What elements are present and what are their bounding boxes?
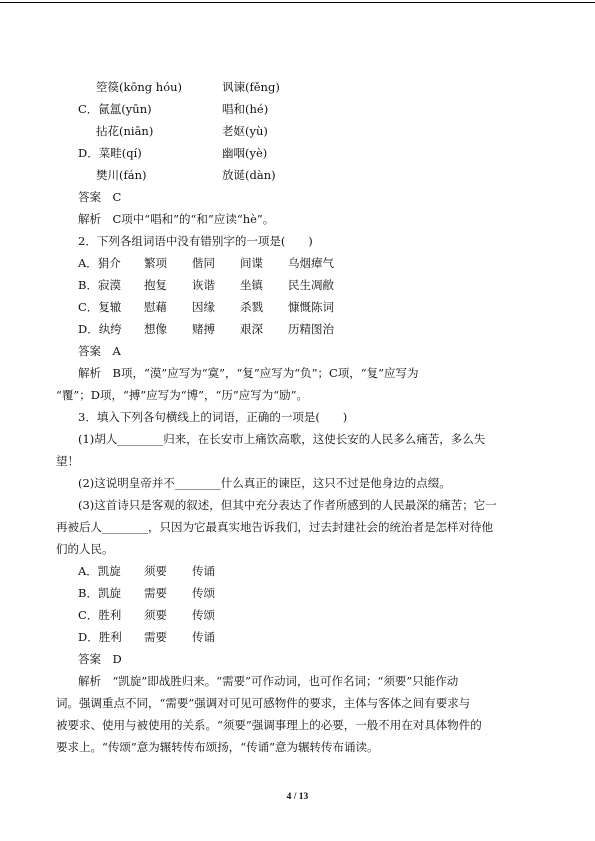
q3-option-a-label: A．凯旋	[78, 564, 121, 578]
q2-option-a-word5: 乌烟瘴气	[288, 256, 334, 270]
q2-option-d-label: D．纨绔	[78, 322, 122, 336]
q1-option-c-word4: 唱和(hé)	[222, 102, 269, 116]
q3-sentence1-line1: (1)胡人________归来，在长安市上痛饮高歌，这使长安的人民多么痛苦，多么失	[78, 432, 486, 446]
q2-option-d-word5: 历精图治	[288, 322, 334, 336]
q2-option-b-word2: 抱复	[144, 278, 167, 292]
q2-option-c-word5: 慷慨陈词	[288, 300, 334, 314]
q2-option-b-word4: 坐镇	[240, 278, 263, 292]
q2-stem: 2．下列各组词语中没有错别字的一项是( )	[78, 234, 313, 248]
q3-option-b-word2: 需要	[144, 586, 167, 600]
q2-option-a-label: A．狷介	[78, 256, 121, 270]
q2-explanation-line1: 解析 B项，“漠”应写为“寞”，“复”应写为“负”；C项，“复”应写为	[78, 366, 419, 380]
q2-option-c-word2: 慰藉	[144, 300, 167, 314]
q3-option-d-word3: 传诵	[192, 630, 215, 644]
q1-option-d-word4: 放诞(dàn)	[222, 168, 276, 182]
q3-option-b-word3: 传颂	[192, 586, 215, 600]
q3-explanation-line3: 被要求、使用与被使用的关系。“须要”强调事理上的必要，一般不用在对具体物件的	[56, 718, 482, 732]
q3-sentence1-line2: 望！	[56, 454, 79, 468]
q3-option-d-word2: 需要	[144, 630, 167, 644]
q1-option-c-word3: C．氤氲(yūn)	[78, 102, 152, 116]
q1-option-c-word2: 讽谏(fěng)	[222, 80, 280, 94]
q1-option-d-word3: 樊川(fán)	[96, 168, 147, 182]
q1-answer: 答案 C	[78, 190, 122, 204]
q3-option-c-word2: 须要	[144, 608, 167, 622]
q3-option-c-label: C．胜利	[78, 608, 122, 622]
q3-option-c-word3: 传颂	[192, 608, 215, 622]
q2-explanation-line2: “覆”；D项，“搏”应写为“博”，“历”应写为“励”。	[56, 388, 309, 402]
q2-answer: 答案 A	[78, 344, 121, 358]
q1-option-c-word6: 老妪(yù)	[222, 124, 268, 138]
q1-explanation: 解析 C项中“唱和”的“和”应读“hè”。	[78, 212, 275, 226]
q2-option-c-label: C．复辙	[78, 300, 122, 314]
header-rule	[0, 2, 595, 3]
q3-sentence3-line3: 们的人民。	[56, 542, 114, 556]
q2-option-b-word3: 诙谐	[192, 278, 215, 292]
q3-sentence3-line2: 再被后人________，只因为它最真实地告诉我们，过去封建社会的统治者是怎样对待他	[56, 520, 493, 534]
q3-explanation-line1: 解析 “凯旋”即战胜归来。“需要”可作动词，也可作名词；“须要”只能作动	[78, 674, 459, 688]
q2-option-a-word3: 偕同	[192, 256, 215, 270]
q3-option-b-label: B．凯旋	[78, 586, 121, 600]
q2-option-d-word3: 赌搏	[192, 322, 215, 336]
q3-sentence2: (2)这说明皇帝并不________什么真正的谏臣，这只不过是他身边的点缀。	[78, 476, 451, 490]
q2-option-c-word3: 因缘	[192, 300, 215, 314]
q3-stem: 3．填入下列各句横线上的词语，正确的一项是( )	[78, 410, 348, 424]
q2-option-d-word2: 想像	[144, 322, 167, 336]
q1-option-d-word1: D．菜畦(qí)	[78, 146, 142, 160]
q3-answer: 答案 D	[78, 652, 122, 666]
q1-option-c-word1: 箜篌(kōng hóu)	[96, 80, 183, 94]
page-number: 4 / 13	[286, 792, 309, 802]
q3-option-a-word3: 传诵	[192, 564, 215, 578]
q2-option-a-word2: 繁项	[144, 256, 167, 270]
q3-explanation-line2: 词。强调重点不同，“需要”强调对可见可感物件的要求，主体与客体之间有要求与	[56, 696, 471, 710]
q2-option-b-label: B．寂漠	[78, 278, 121, 292]
q3-option-a-word2: 须要	[144, 564, 167, 578]
q2-option-b-word5: 民生凋敝	[288, 278, 334, 292]
q2-option-d-word4: 艰深	[240, 322, 263, 336]
q2-option-a-word4: 间谍	[240, 256, 263, 270]
q3-sentence3-line1: (3)这首诗只是客观的叙述，但其中充分表达了作者所感到的人民最深的痛苦；它一	[78, 498, 497, 512]
q3-explanation-line4: 要求上。“传颂”意为辗转传布颂扬，“传诵”意为辗转传布诵读。	[56, 740, 379, 754]
q1-option-c-word5: 拈花(niān)	[96, 124, 154, 138]
q2-option-c-word4: 杀戮	[240, 300, 263, 314]
q3-option-d-label: D．胜利	[78, 630, 122, 644]
q1-option-d-word2: 幽咽(yè)	[222, 146, 268, 160]
